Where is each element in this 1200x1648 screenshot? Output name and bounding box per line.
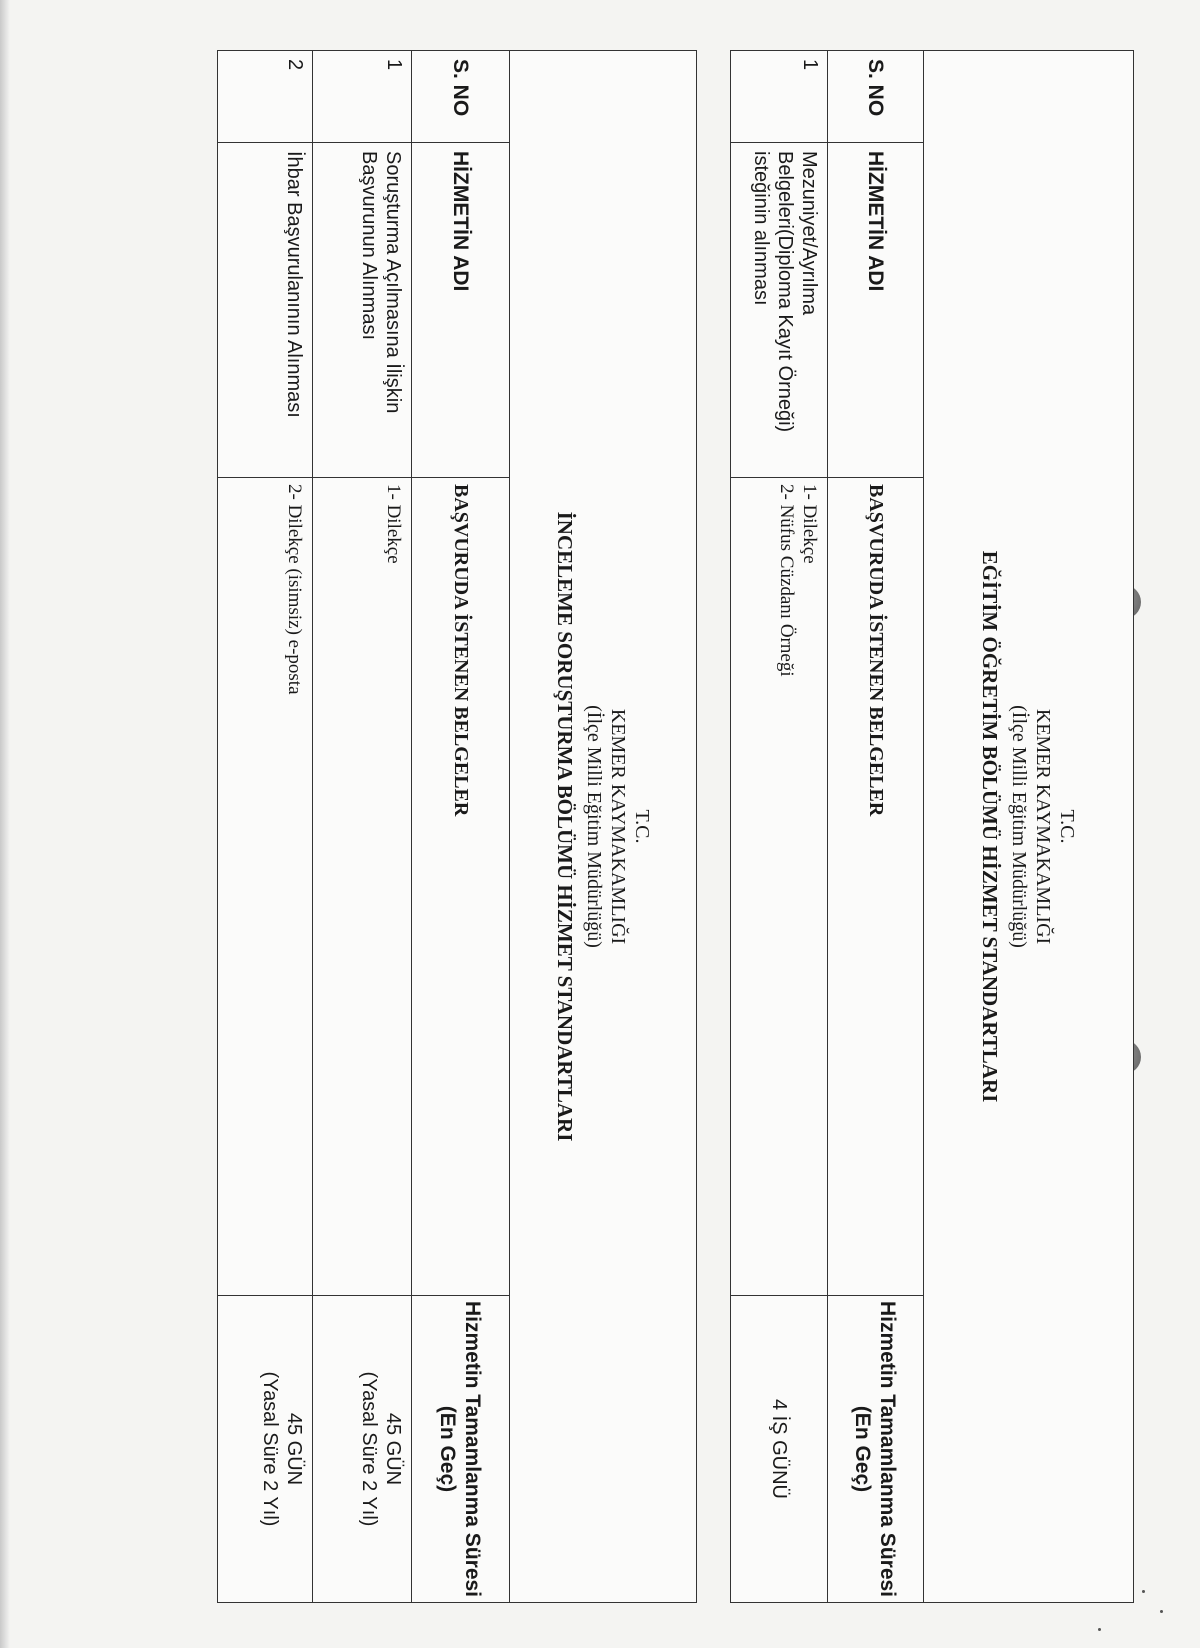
table2-col-docs: BAŞVURUDA İSTENEN BELGELER — [412, 478, 510, 1296]
gov-line-tc: T.C. — [631, 809, 653, 844]
table2-col-name: HİZMETİN ADI — [412, 143, 510, 478]
table1-section-title: EĞİTİM ÖĞRETİM BÖLÜMÜ HİZMET STANDARTLARI — [978, 550, 1003, 1103]
document-item: 1- Dilekçe — [383, 484, 404, 564]
completion-days: 45 GÜN — [382, 1412, 404, 1486]
gov-line-tc: T.C. — [1056, 809, 1079, 844]
required-documents — [731, 478, 828, 1296]
service-name: Mezuniyet/Ayrılma Belgeleri(Diploma Kayıt Örneği) isteğinin alınması — [731, 143, 828, 478]
legal-limit: (Yasal Süre 2 Yıl) — [259, 1371, 281, 1527]
required-documents — [218, 478, 313, 1296]
table1-col-docs: BAŞVURUDA İSTENEN BELGELER — [828, 478, 924, 1296]
gov-line-mudurluk: (İlçe Milli Eğitim Müdürlüğü) — [583, 705, 605, 948]
table2-title-block — [510, 51, 697, 1603]
gov-line-kaymakamlik: KEMER KAYMAKAMLIĞI — [1032, 708, 1055, 945]
row-no: 2 — [218, 51, 313, 143]
investigation-services-table — [217, 50, 697, 1603]
table1-col-duration: Hizmetin Tamamlanma Süresi (En Geç) — [828, 1296, 924, 1603]
gov-line-mudurluk: (İlçe Milli Eğitim Müdürlüğü) — [1008, 705, 1031, 948]
gov-line-kaymakamlik: KEMER KAYMAKAMLIĞI — [607, 708, 629, 945]
table1-col-no: S. NO — [828, 51, 924, 143]
completion-days: 45 GÜN — [283, 1412, 305, 1486]
table2-col-duration: Hizmetin Tamamlanma Süresi (En Geç) — [412, 1296, 510, 1603]
legal-limit: (Yasal Süre 2 Yıl) — [358, 1371, 380, 1527]
education-services-table — [730, 50, 1134, 1603]
table2-section-title: İNCELEME SORUŞTURMA BÖLÜMÜ HİZMET STANDARTLARI — [553, 511, 577, 1142]
document-item: 2- Dilekçe (isimsiz) e-posta — [284, 484, 305, 695]
completion-time — [218, 1296, 313, 1603]
table-row — [218, 51, 313, 1603]
table1-title-block — [924, 51, 1134, 1603]
table-row — [313, 51, 412, 1603]
service-name: Soruşturma Açılmasına İlişkin Başvurunun Alınması — [313, 143, 412, 478]
required-documents — [313, 478, 412, 1296]
table1-col-name: HİZMETİN ADI — [828, 143, 924, 478]
table2-col-no: S. NO — [412, 51, 510, 143]
row-no: 1 — [731, 51, 828, 143]
service-name: İhbar Başvurulanının Alınması — [218, 143, 313, 478]
document-item: 1- Dilekçe — [799, 484, 820, 564]
row-no: 1 — [313, 51, 412, 143]
completion-time — [313, 1296, 412, 1603]
table-row — [731, 51, 828, 1603]
completion-time: 4 İŞ GÜNÜ — [731, 1296, 828, 1603]
document-item: 2- Nüfus Cüzdanı Örneği — [776, 484, 797, 677]
